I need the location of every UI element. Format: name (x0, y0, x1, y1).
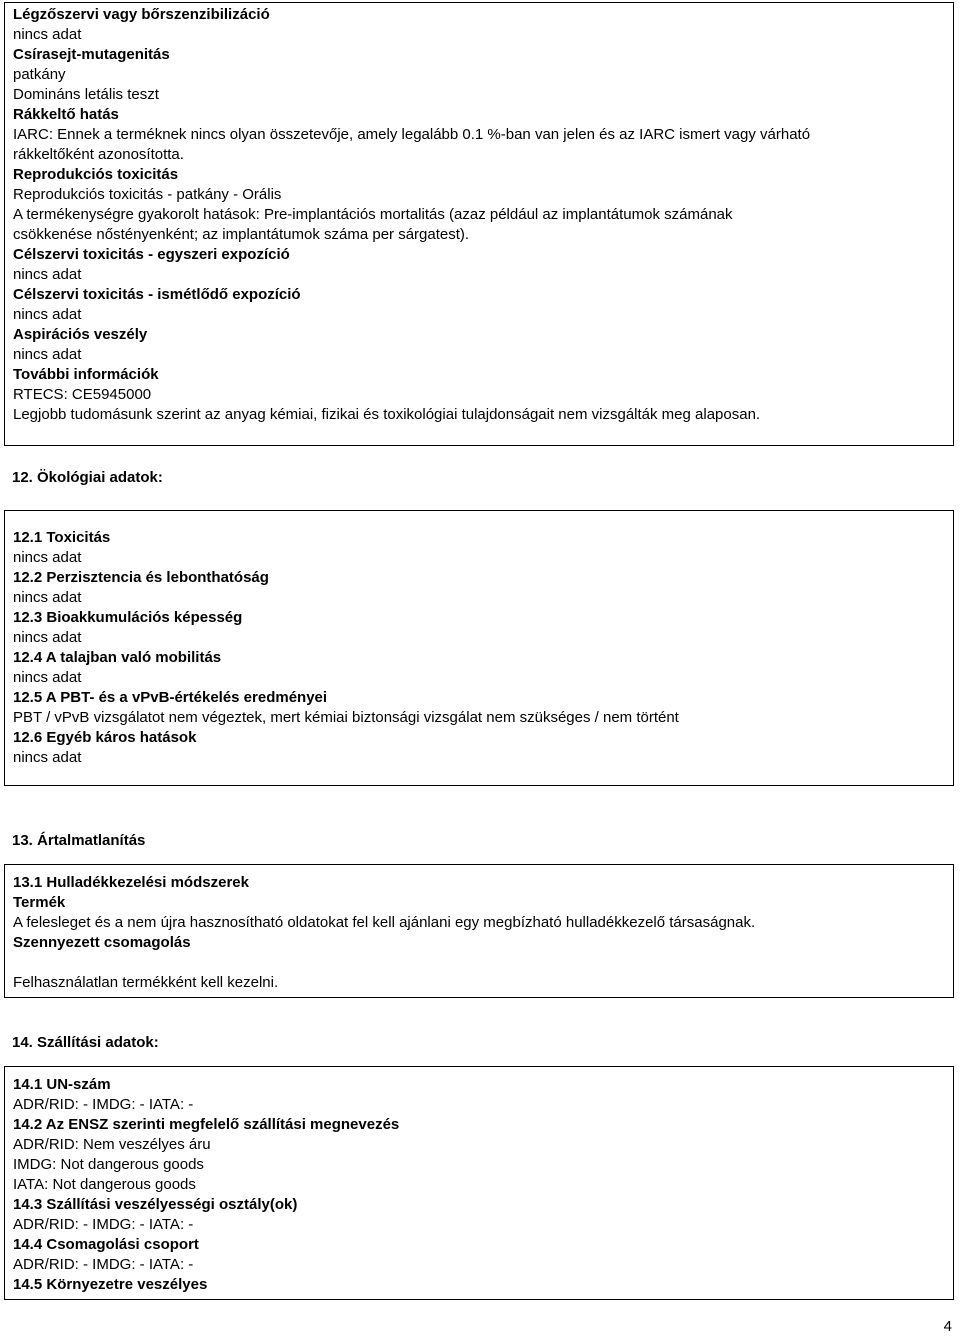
line-15: nincs adat (13, 306, 82, 323)
line-19: RTECS: CE5945000 (13, 386, 152, 403)
transport-box (4, 1066, 954, 1300)
line-7: rákkeltőként azonosította. (13, 146, 184, 163)
line-0: 12.1 Toxicitás (13, 529, 111, 546)
line-6: 14.3 Szállítási veszélyességi osztály(ok) (13, 1196, 298, 1213)
line-10: 14.5 Környezetre veszélyes (13, 1276, 208, 1293)
disposal-box (4, 864, 954, 998)
line-8: 12.5 A PBT- és a vPvB-értékelés eredményei (13, 689, 328, 706)
ecology-box (4, 510, 954, 786)
line-5: nincs adat (13, 629, 82, 646)
line-5: Felhasználatlan termékként kell kezelni. (13, 974, 279, 991)
line-11: csökkenése nőstényenként; az implantátumok száma per sárgatest). (13, 226, 470, 243)
line-0: Légzőszervi vagy bőrszenzibilizáció (13, 6, 270, 23)
line-3: patkány (13, 66, 66, 83)
line-6: 12.4 A talajban való mobilitás (13, 649, 222, 666)
line-3: Szennyezett csomagolás (13, 934, 191, 951)
line-20: Legjobb tudomásunk szerint az anyag kémiai, fizikai és toxikológiai tulajdonságait nem vizsgálták meg alaposan. (13, 406, 761, 423)
section-12-title: 12. Ökológiai adatok: (12, 469, 163, 486)
section-13-title: 13. Ártalmatlanítás (12, 832, 146, 849)
line-5: IATA: Not dangerous goods (13, 1176, 196, 1193)
line-2: 14.2 Az ENSZ szerinti megfelelő szállítási megnevezés (13, 1116, 400, 1133)
line-11: nincs adat (13, 749, 82, 766)
line-0: 14.1 UN-szám (13, 1076, 111, 1093)
line-10: A termékenységre gyakorolt hatások: Pre-implantációs mortalitás (azaz például az implantátumok számának (13, 206, 733, 223)
line-2: A felesleget és a nem újra hasznosítható oldatokat fel kell ajánlani egy megbízható hulladékkezelő társaságnak. (13, 914, 756, 931)
line-3: ADR/RID: Nem veszélyes áru (13, 1136, 211, 1153)
line-12: Célszervi toxicitás - egyszeri expozíció (13, 246, 290, 263)
toxicology-box (4, 2, 954, 446)
line-3: nincs adat (13, 589, 82, 606)
line-17: nincs adat (13, 346, 82, 363)
line-8: 14.4 Csomagolási csoport (13, 1236, 199, 1253)
line-2: Csírasejt-mutagenitás (13, 46, 170, 63)
line-1: nincs adat (13, 26, 82, 43)
line-9: PBT / vPvB vizsgálatot nem végeztek, mert kémiai biztonsági vizsgálat nem szükséges / nem történt (13, 709, 679, 726)
line-16: Aspirációs veszély (13, 326, 148, 343)
line-0: 13.1 Hulladékkezelési módszerek (13, 874, 249, 891)
line-5: Rákkeltő hatás (13, 106, 119, 123)
line-9: ADR/RID: - IMDG: - IATA: - (13, 1256, 194, 1273)
line-7: nincs adat (13, 669, 82, 686)
line-9: Reprodukciós toxicitás - patkány - Orális (13, 186, 282, 203)
line-1: Termék (13, 894, 66, 911)
line-13: nincs adat (13, 266, 82, 283)
page-number: 4 (943, 1318, 952, 1335)
line-1: nincs adat (13, 549, 82, 566)
line-8: Reprodukciós toxicitás (13, 166, 179, 183)
line-10: 12.6 Egyéb káros hatások (13, 729, 197, 746)
line-14: Célszervi toxicitás - ismétlődő expozíció (13, 286, 301, 303)
line-6: IARC: Ennek a terméknek nincs olyan összetevője, amely legalább 0.1 %-ban van jelen és az IARC ismert vagy várható (13, 126, 811, 143)
line-18: További információk (13, 366, 159, 383)
line-1: ADR/RID: - IMDG: - IATA: - (13, 1096, 194, 1113)
line-7: ADR/RID: - IMDG: - IATA: - (13, 1216, 194, 1233)
line-4: Domináns letális teszt (13, 86, 159, 103)
line-4: IMDG: Not dangerous goods (13, 1156, 204, 1173)
section-14-title: 14. Szállítási adatok: (12, 1034, 159, 1051)
line-4: 12.3 Bioakkumulációs képesség (13, 609, 243, 626)
line-2: 12.2 Perzisztencia és lebonthatóság (13, 569, 269, 586)
